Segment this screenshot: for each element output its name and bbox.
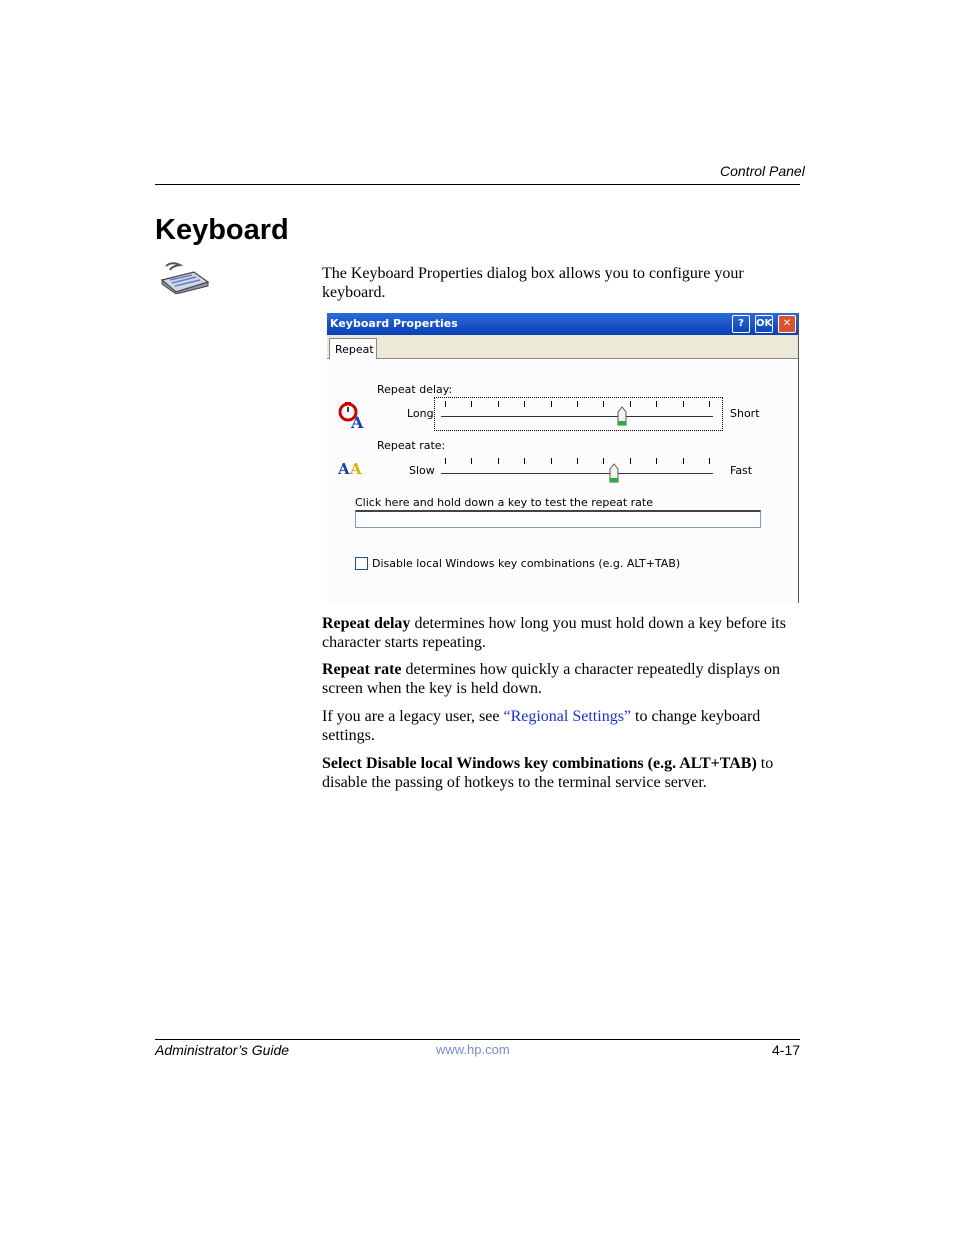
repeat-rate-icon (337, 457, 369, 477)
regional-settings-link[interactable]: “Regional Settings” (503, 708, 632, 725)
slider-tick (577, 401, 578, 407)
repeat-rate-label: Repeat rate: (377, 439, 446, 452)
slider-tick (603, 458, 604, 464)
help-button[interactable]: ? (732, 315, 750, 333)
delay-max-label: Short (730, 407, 760, 420)
repeat-delay-description: determines how long you must hold down a key before its character starts repeating. (322, 615, 786, 651)
slider-tick (656, 458, 657, 464)
repeat-test-input[interactable] (355, 510, 761, 528)
slider-tick (630, 458, 631, 464)
repeat-rate-description: determines how quickly a character repeatedly displays on screen when the key is held down. (322, 661, 781, 697)
repeat-rate-paragraph (322, 660, 802, 698)
footer-website-link[interactable]: www.hp.com (436, 1042, 510, 1057)
slider-tick (445, 401, 446, 407)
keyboard-properties-dialog (327, 313, 799, 603)
dialog-title: Keyboard Properties (330, 317, 458, 330)
test-label: Click here and hold down a key to test the repeat rate (355, 496, 653, 509)
repeat-rate-term: Repeat rate (322, 661, 402, 678)
slider-tick (551, 458, 552, 464)
svg-text:A: A (338, 460, 350, 477)
slider-thumb[interactable] (609, 463, 619, 483)
close-button[interactable]: ✕ (778, 315, 796, 333)
repeat-tab-panel (327, 358, 798, 603)
page-number: 4-17 (772, 1042, 801, 1058)
checkbox-label: Disable local Windows key combinations (e.g. ALT+TAB) (372, 557, 681, 570)
slider-tick (551, 401, 552, 407)
delay-min-label: Long (407, 407, 434, 420)
page-title: Keyboard (155, 214, 289, 246)
legacy-text-before: If you are a legacy user, see (322, 708, 504, 725)
slider-tick (683, 401, 684, 407)
footer-guide-title: Administrator’s Guide (155, 1042, 290, 1058)
repeat-delay-paragraph (322, 614, 802, 652)
disable-keys-paragraph (322, 754, 802, 792)
svg-text:A: A (351, 413, 364, 430)
legacy-user-paragraph (322, 707, 802, 745)
footer-rule (155, 1039, 800, 1040)
slider-tick (683, 458, 684, 464)
slider-tick (603, 401, 604, 407)
svg-text:A: A (350, 460, 362, 477)
tab-repeat[interactable] (329, 338, 377, 359)
repeat-delay-slider[interactable] (441, 401, 713, 431)
slider-track (441, 416, 713, 418)
legacy-text-after: to change keyboard settings. (322, 708, 761, 744)
repeat-delay-label: Repeat delay: (377, 383, 453, 396)
rate-max-label: Fast (730, 464, 753, 477)
running-header: Control Panel (720, 163, 805, 179)
dialog-titlebar (327, 313, 798, 335)
repeat-delay-term: Repeat delay (322, 615, 411, 632)
slider-tick (630, 401, 631, 407)
rate-min-label: Slow (409, 464, 435, 477)
slider-track (441, 473, 713, 475)
slider-tick (445, 458, 446, 464)
disable-key-combinations-checkbox[interactable] (355, 557, 368, 570)
slider-tick (709, 401, 710, 407)
slider-tick (524, 458, 525, 464)
slider-tick (498, 401, 499, 407)
slider-tick (471, 401, 472, 407)
intro-paragraph: The Keyboard Properties dialog box allows you to configure your keyboard. (322, 265, 744, 301)
slider-thumb[interactable] (617, 406, 627, 426)
disable-keys-term: Select Disable local Windows key combinations (e.g. ALT+TAB) (322, 755, 757, 772)
slider-tick (709, 458, 710, 464)
repeat-rate-slider[interactable] (441, 458, 713, 488)
slider-tick (656, 401, 657, 407)
slider-tick (577, 458, 578, 464)
slider-tick (471, 458, 472, 464)
disable-keys-description: to disable the passing of hotkeys to the terminal service server. (322, 755, 774, 791)
tab-repeat-label: Repeat (335, 343, 374, 356)
keyboard-icon (158, 260, 210, 294)
slider-tick (524, 401, 525, 407)
header-rule (155, 184, 800, 185)
repeat-delay-icon (337, 400, 369, 430)
slider-tick (498, 458, 499, 464)
ok-button[interactable]: OK (755, 315, 773, 333)
